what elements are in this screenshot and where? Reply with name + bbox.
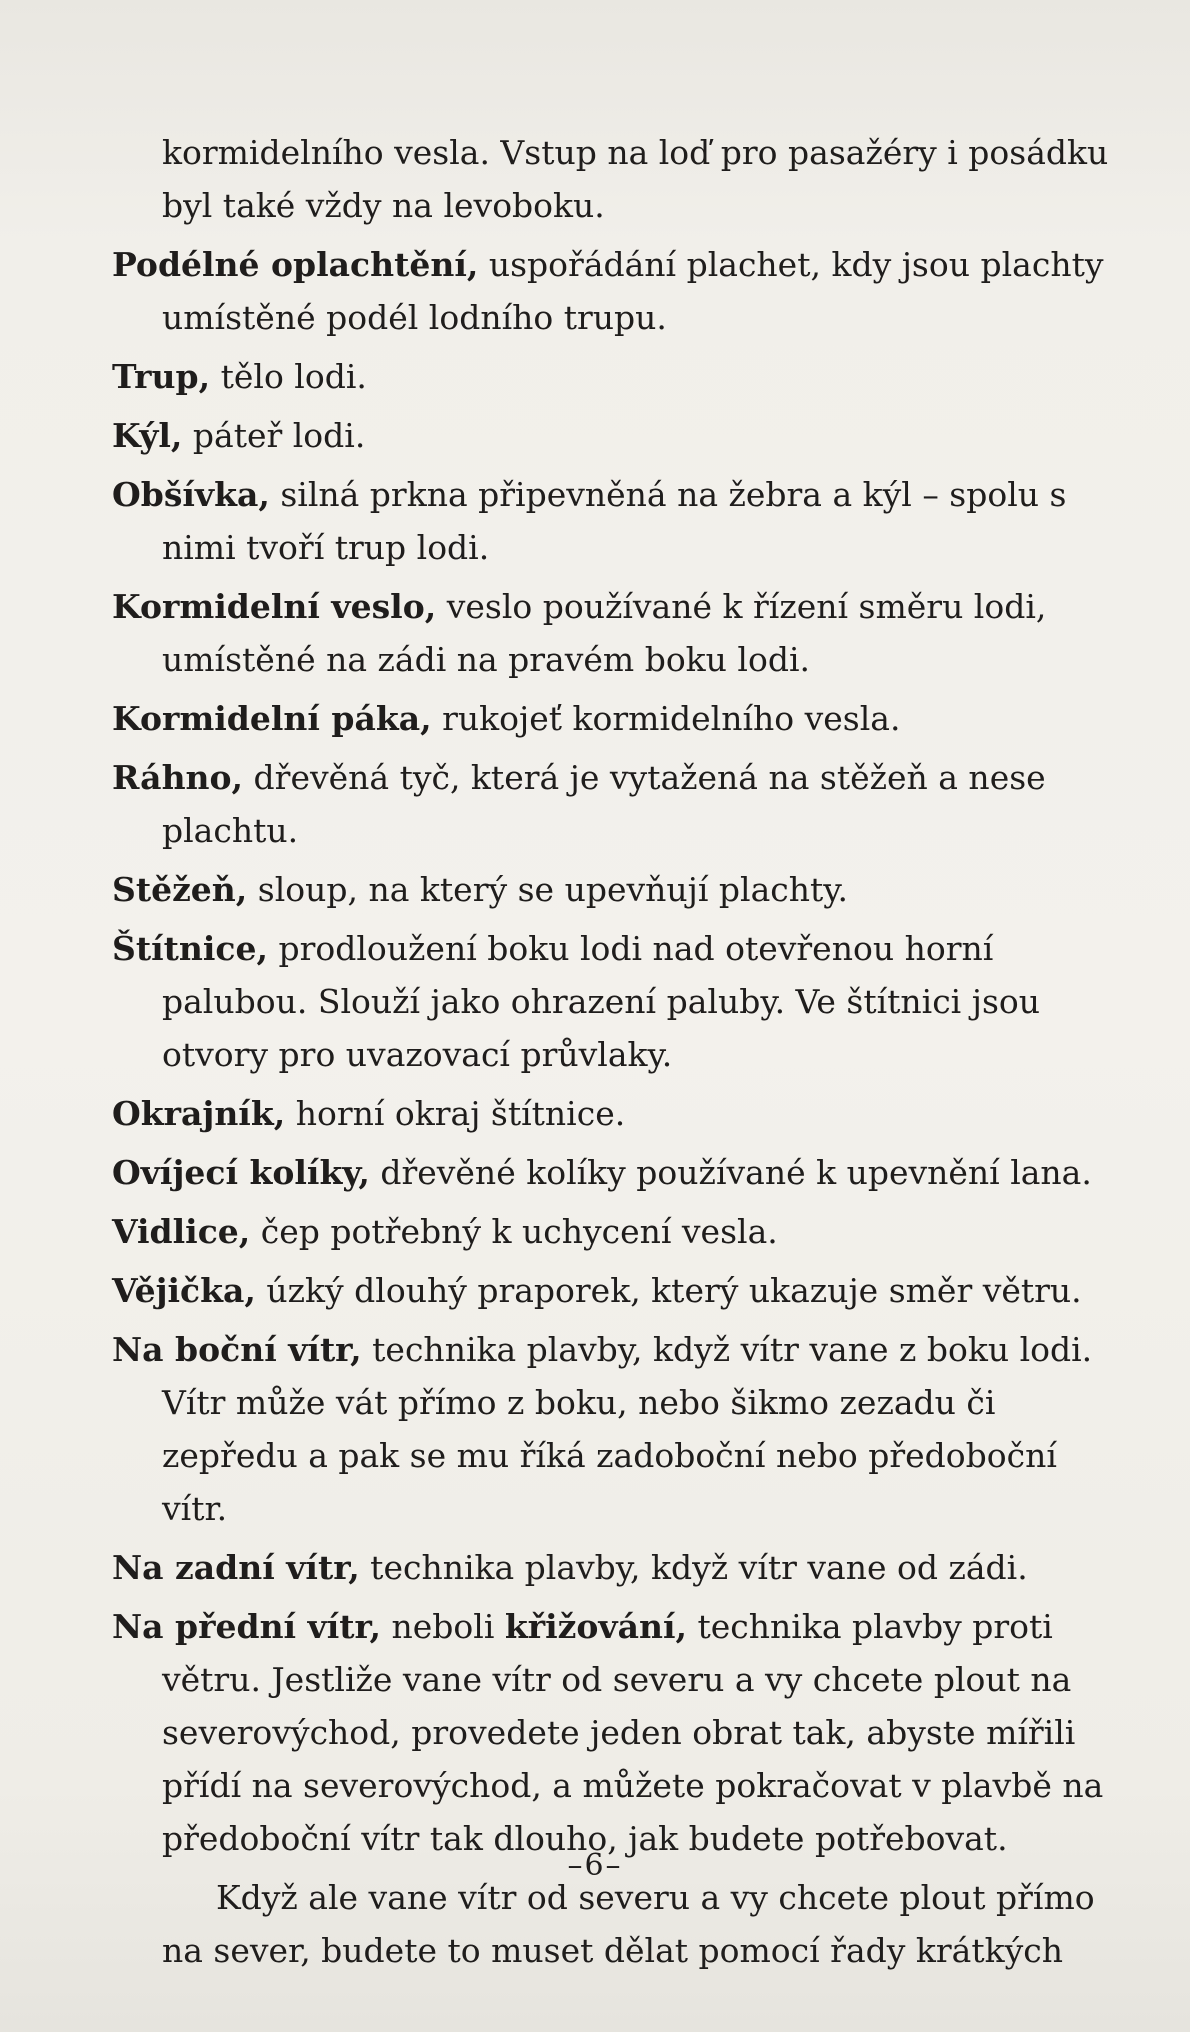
entry-term: Na přední vítr, (112, 1607, 382, 1646)
entry-text: dřevěná tyč, která je vytažená na stěžeň a nese plachtu. (162, 758, 1046, 850)
page-number: –6– (567, 1848, 623, 1883)
glossary-entry (112, 1600, 1132, 1865)
entry-term: Okrajník, (112, 1094, 286, 1133)
entry-term: Ovíjecí kolíky, (112, 1153, 370, 1192)
entry-term: Kormidelní veslo, (112, 587, 437, 626)
glossary-entry (112, 1146, 1132, 1199)
entry-term: Štítnice, (112, 929, 268, 968)
entry-text: úzký dlouhý praporek, který ukazuje směr větru. (255, 1271, 1082, 1310)
entry-term: Obšívka, (112, 475, 270, 514)
glossary-entry (112, 1541, 1132, 1594)
entry-term-secondary: křižování, (504, 1607, 688, 1646)
entry-term: Vějička, (112, 1271, 256, 1310)
entry-text: rukojeť kormidelního vesla. (431, 699, 901, 738)
glossary-entry (112, 409, 1132, 462)
entry-text: dřevěné kolíky používané k upevnění lana. (369, 1153, 1092, 1192)
glossary-entry (112, 751, 1132, 857)
entry-term: Podélné oplachtění, (112, 245, 479, 284)
glossary-entry (112, 1205, 1132, 1258)
entry-text: uspořádání plachet, kdy jsou plachty umístěné podél lodního trupu. (162, 245, 1104, 337)
entry-text: kormidelního vesla. Vstup na loď pro pasažéry i posádku byl také vždy na levoboku. (162, 133, 1109, 225)
entry-text: horní okraj štítnice. (285, 1094, 626, 1133)
entry-term: Na zadní vítr, (112, 1548, 360, 1587)
entry-term: Kýl, (112, 416, 183, 455)
entry-term: Trup, (112, 357, 211, 396)
entry-text: technika plavby, když vítr vane z boku lodi. Vítr může vát přímo z boku, nebo šikmo zezadu či zepředu a pak se mu říká zadoboční nebo předoboční vítr. (162, 1330, 1093, 1528)
glossary-entry (112, 1087, 1132, 1140)
entry-text: čep potřebný k uchycení vesla. (250, 1212, 778, 1251)
glossary-entry (112, 580, 1132, 686)
glossary-entry (112, 468, 1132, 574)
entry-text: technika plavby, když vítr vane od zádi. (359, 1548, 1028, 1587)
glossary-entry (112, 692, 1132, 745)
entry-term: Kormidelní páka, (112, 699, 432, 738)
glossary-entry (112, 922, 1132, 1081)
entry-continuation (112, 126, 1132, 232)
entry-text: sloup, na který se upevňují plachty. (247, 870, 848, 909)
entry-text: prodloužení boku lodi nad otevřenou horní palubou. Slouží jako ohrazení paluby. Ve štítnici jsou otvory pro uvazovací průvlaky. (162, 929, 1041, 1074)
entry-text: neboli (381, 1607, 505, 1646)
glossary-entry (112, 1323, 1132, 1535)
entry-term: Stěžeň, (112, 870, 248, 909)
entry-text: veslo používané k řízení směru lodi, umístěné na zádi na pravém boku lodi. (162, 587, 1047, 679)
entry-text: technika plavby proti větru. Jestliže vane vítr od severu a vy chcete plout na severovýchod, provedete jeden obrat tak, abyste mířili přídí na severovýchod, a můžete pokračovat v plavbě na předoboční vítr tak dlouho, jak budete potřebovat. (162, 1607, 1104, 1858)
entry-text: tělo lodi. (210, 357, 367, 396)
glossary-entry (112, 863, 1132, 916)
body-paragraph: Když ale vane vítr od severu a vy chcete plout přímo na sever, budete to muset dělat pomocí řady krátkých (162, 1878, 1095, 1970)
glossary-entry (112, 1264, 1132, 1317)
page-body (112, 126, 1132, 1977)
entry-text: páteř lodi. (182, 416, 366, 455)
glossary-entry (112, 238, 1132, 344)
glossary-entry (112, 350, 1132, 403)
entry-term: Na boční vítr, (112, 1330, 362, 1369)
entry-term: Ráhno, (112, 758, 244, 797)
entry-text: silná prkna připevněná na žebra a kýl – spolu s nimi tvoří trup lodi. (162, 475, 1067, 567)
entry-term: Vidlice, (112, 1212, 251, 1251)
